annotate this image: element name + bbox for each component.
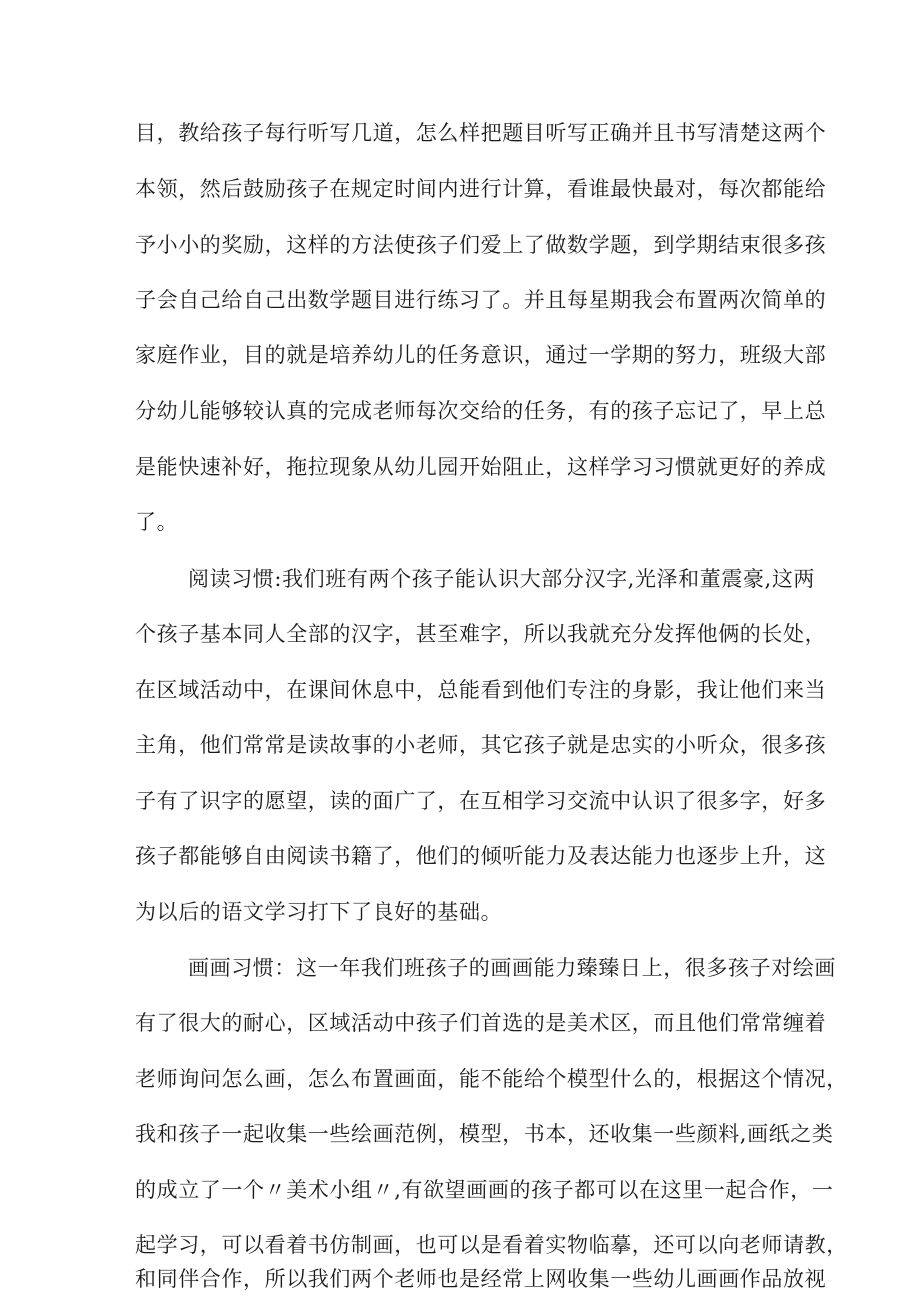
text-line: 子有了识字的愿望，读的面广了，在互相学习交流中认识了很多字，好多 <box>135 789 827 813</box>
text-line: 老师询问怎么画，怎么布置画面，能不能给个模型什么的，根据这个情况， <box>135 1067 848 1091</box>
text-line: 画画习惯：这一年我们班孩子的画画能力臻臻日上，很多孩子对绘画 <box>188 956 836 980</box>
text-line: 为以后的语文学习打下了良好的基础。 <box>135 900 503 924</box>
text-line: 和同伴合作，所以我们两个老师也是经常上网收集一些幼儿画画作品放视 <box>135 1267 827 1291</box>
text-line: 分幼儿能够较认真的完成老师每次交给的任务，有的孩子忘记了，早上总 <box>135 399 827 423</box>
text-line: 主角，他们常常是读故事的小老师，其它孩子就是忠实的小听众，很多孩 <box>135 733 827 757</box>
text-line: 阅读习惯:我们班有两个孩子能认识大部分汉字,光泽和董震豪,这两 <box>188 567 816 591</box>
text-line: 予小小的奖励，这样的方法使孩子们爱上了做数学题，到学期结束很多孩 <box>135 233 827 257</box>
text-line: 的成立了一个〃美术小组〃,有欲望画画的孩子都可以在这里一起合作，一 <box>135 1178 834 1202</box>
text-line: 个孩子基本同人全部的汉字，甚至难字，所以我就充分发挥他俩的长处， <box>135 622 827 646</box>
text-line: 有了很大的耐心，区域活动中孩子们首选的是美术区，而且他们常常缠着 <box>135 1011 827 1035</box>
text-line: 在区域活动中，在课间休息中，总能看到他们专注的身影，我让他们来当 <box>135 678 827 702</box>
text-line: 家庭作业，目的就是培养幼儿的任务意识，通过一学期的努力，班级大部 <box>135 343 827 367</box>
text-line: 子会自己给自己出数学题目进行练习了。并且每星期我会布置两次简单的 <box>135 288 827 312</box>
text-line: 本领，然后鼓励孩子在规定时间内进行计算，看谁最快最对，每次都能给 <box>135 177 827 201</box>
text-line: 目，教给孩子每行听写几道，怎么样把题目听写正确并且书写清楚这两个 <box>135 121 827 145</box>
text-line: 起学习，可以看着书仿制画，也可以是看着实物临摹，还可以向老师请教， <box>135 1233 848 1257</box>
text-line: 了。 <box>135 510 179 534</box>
text-line: 孩子都能够自由阅读书籍了，他们的倾听能力及表达能力也逐步上升，这 <box>135 844 827 868</box>
text-line: 我和孩子一起收集一些绘画范例，模型，书本，还收集一些颜料,画纸之类 <box>135 1122 834 1146</box>
text-line: 是能快速补好，拖拉现象从幼儿园开始阻止，这样学习习惯就更好的养成 <box>135 455 827 479</box>
